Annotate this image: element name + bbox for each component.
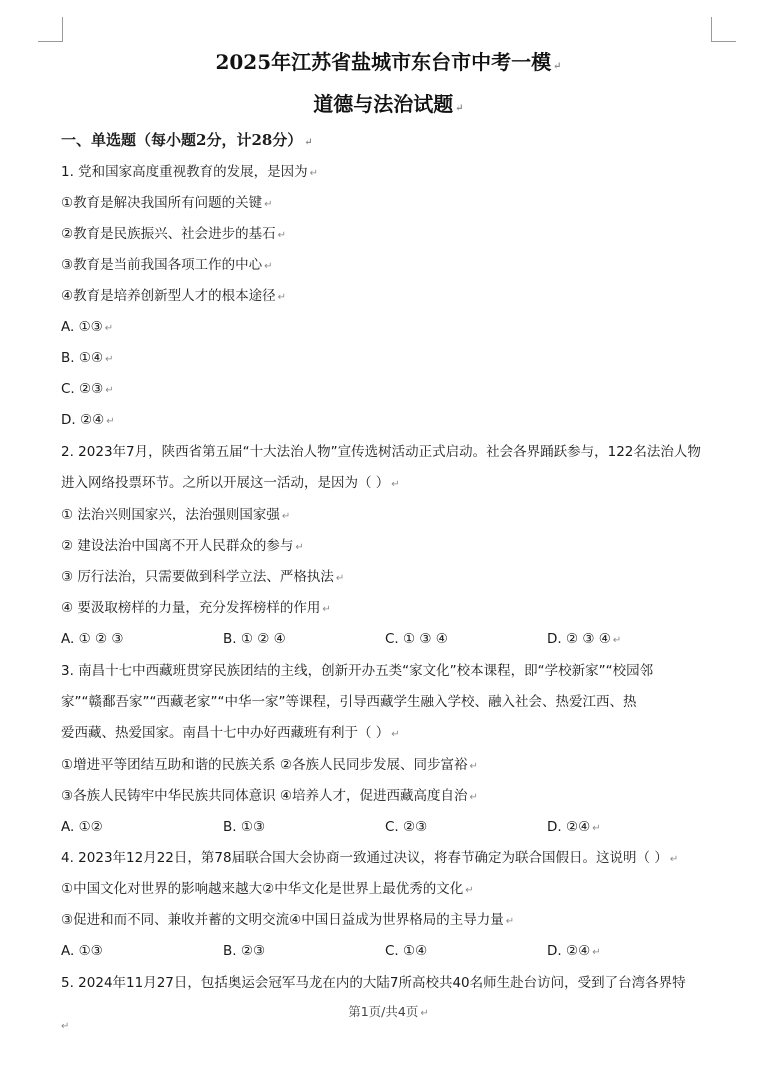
question-3-option-c: C. ②③	[385, 819, 428, 835]
question-2-option-d: D. ② ③ ④ ↵	[547, 631, 622, 647]
question-3-stem-line-3: 爱西藏、热爱国家。南昌十七中办好西藏班有利于（ ） ↵	[61, 725, 400, 741]
question-4-stem: 4. 2023年12月22日，第78届联合国大会协商一致通过决议，将春节确定为联合国假日。这说明（ ） ↵	[61, 850, 679, 866]
question-1-option-c: C. ②③ ↵	[61, 381, 114, 397]
page-footer: 第1页/共4页 ↵	[348, 1004, 429, 1019]
question-2-option-b: B. ① ② ④	[223, 631, 286, 647]
question-1-stem: 1. 党和国家高度重视教育的发展，是因为 ↵	[61, 164, 319, 180]
question-1-option-a: A. ①③ ↵	[61, 319, 114, 335]
question-2-stem-line-1: 2. 2023年7月，陕西省第五届“十大法治人物”宣传选树活动正式启动。社会各界踊跃参与，122名法治人物	[61, 444, 701, 460]
question-2-item-4: ④ 要汲取榜样的力量，充分发挥榜样的作用 ↵	[61, 600, 331, 616]
question-4-option-b: B. ②③	[223, 943, 266, 959]
question-1-item-4: ④教育是培养创新型人才的根本途径 ↵	[61, 288, 286, 304]
question-3-option-b: B. ①③	[223, 819, 266, 835]
document-subtitle: 道德与法治试题 ↵	[313, 92, 464, 116]
corner-crop-mark-top-right	[711, 17, 736, 42]
question-3-stem-line-1: 3. 南昌十七中西藏班贯穿民族团结的主线，创新开办五类“家文化”校本课程，即“学校新家”“校园邻	[61, 663, 654, 679]
question-4-items-row-1: ①中国文化对世界的影响越来越大②中华文化是世界上最优秀的文化 ↵	[61, 881, 474, 897]
question-1-item-1: ①教育是解决我国所有问题的关键 ↵	[61, 195, 273, 211]
question-2-option-c: C. ① ③ ④	[385, 631, 448, 647]
question-3-items-row-2: ③各族人民铸牢中华民族共同体意识 ④培养人才，促进西藏高度自治 ↵	[61, 788, 478, 804]
question-2-item-3: ③ 厉行法治，只需要做到科学立法、严格执法 ↵	[61, 569, 345, 585]
question-1-item-2: ②教育是民族振兴、社会进步的基石 ↵	[61, 226, 286, 242]
section-heading: 一、单选题（每小题2分，计28分） ↵	[61, 131, 313, 149]
corner-crop-mark-top-left	[38, 17, 63, 42]
question-2-option-a: A. ① ② ③	[61, 631, 124, 647]
question-3-option-d: D. ②④ ↵	[547, 819, 601, 835]
question-1-option-d: D. ②④ ↵	[61, 412, 115, 428]
question-3-items-row-1: ①增进平等团结互助和谐的民族关系 ②各族人民同步发展、同步富裕 ↵	[61, 757, 478, 773]
question-4-items-row-2: ③促进和而不同、兼收并蓄的文明交流④中国日益成为世界格局的主导力量 ↵	[61, 912, 515, 928]
question-4-option-a: A. ①③	[61, 943, 103, 959]
question-4-option-d: D. ②④ ↵	[547, 943, 601, 959]
question-1-option-b: B. ①④ ↵	[61, 350, 114, 366]
question-2-item-1: ① 法治兴则国家兴，法治强则国家强 ↵	[61, 507, 291, 523]
end-paragraph-mark: ↵	[61, 1021, 70, 1032]
document-title: 2025年江苏省盐城市东台市中考一模 ↵	[215, 50, 562, 74]
question-5-stem-line-1: 5. 2024年11月27日，包括奥运会冠军马龙在内的大陆7所高校共40名师生赴台访问，受到了台湾各界特	[61, 975, 686, 991]
question-2-stem-line-2: 进入网络投票环节。之所以开展这一活动，是因为（ ） ↵	[61, 475, 400, 491]
question-3-option-a: A. ①②	[61, 819, 103, 835]
question-3-stem-line-2: 家”“赣鄱吾家”“西藏老家”“中华一家”等课程，引导西藏学生融入学校、融入社会、热爱江西、热	[61, 694, 637, 710]
question-1-item-3: ③教育是当前我国各项工作的中心 ↵	[61, 257, 273, 273]
question-4-option-c: C. ①④	[385, 943, 428, 959]
question-2-item-2: ② 建设法治中国离不开人民群众的参与 ↵	[61, 538, 304, 554]
